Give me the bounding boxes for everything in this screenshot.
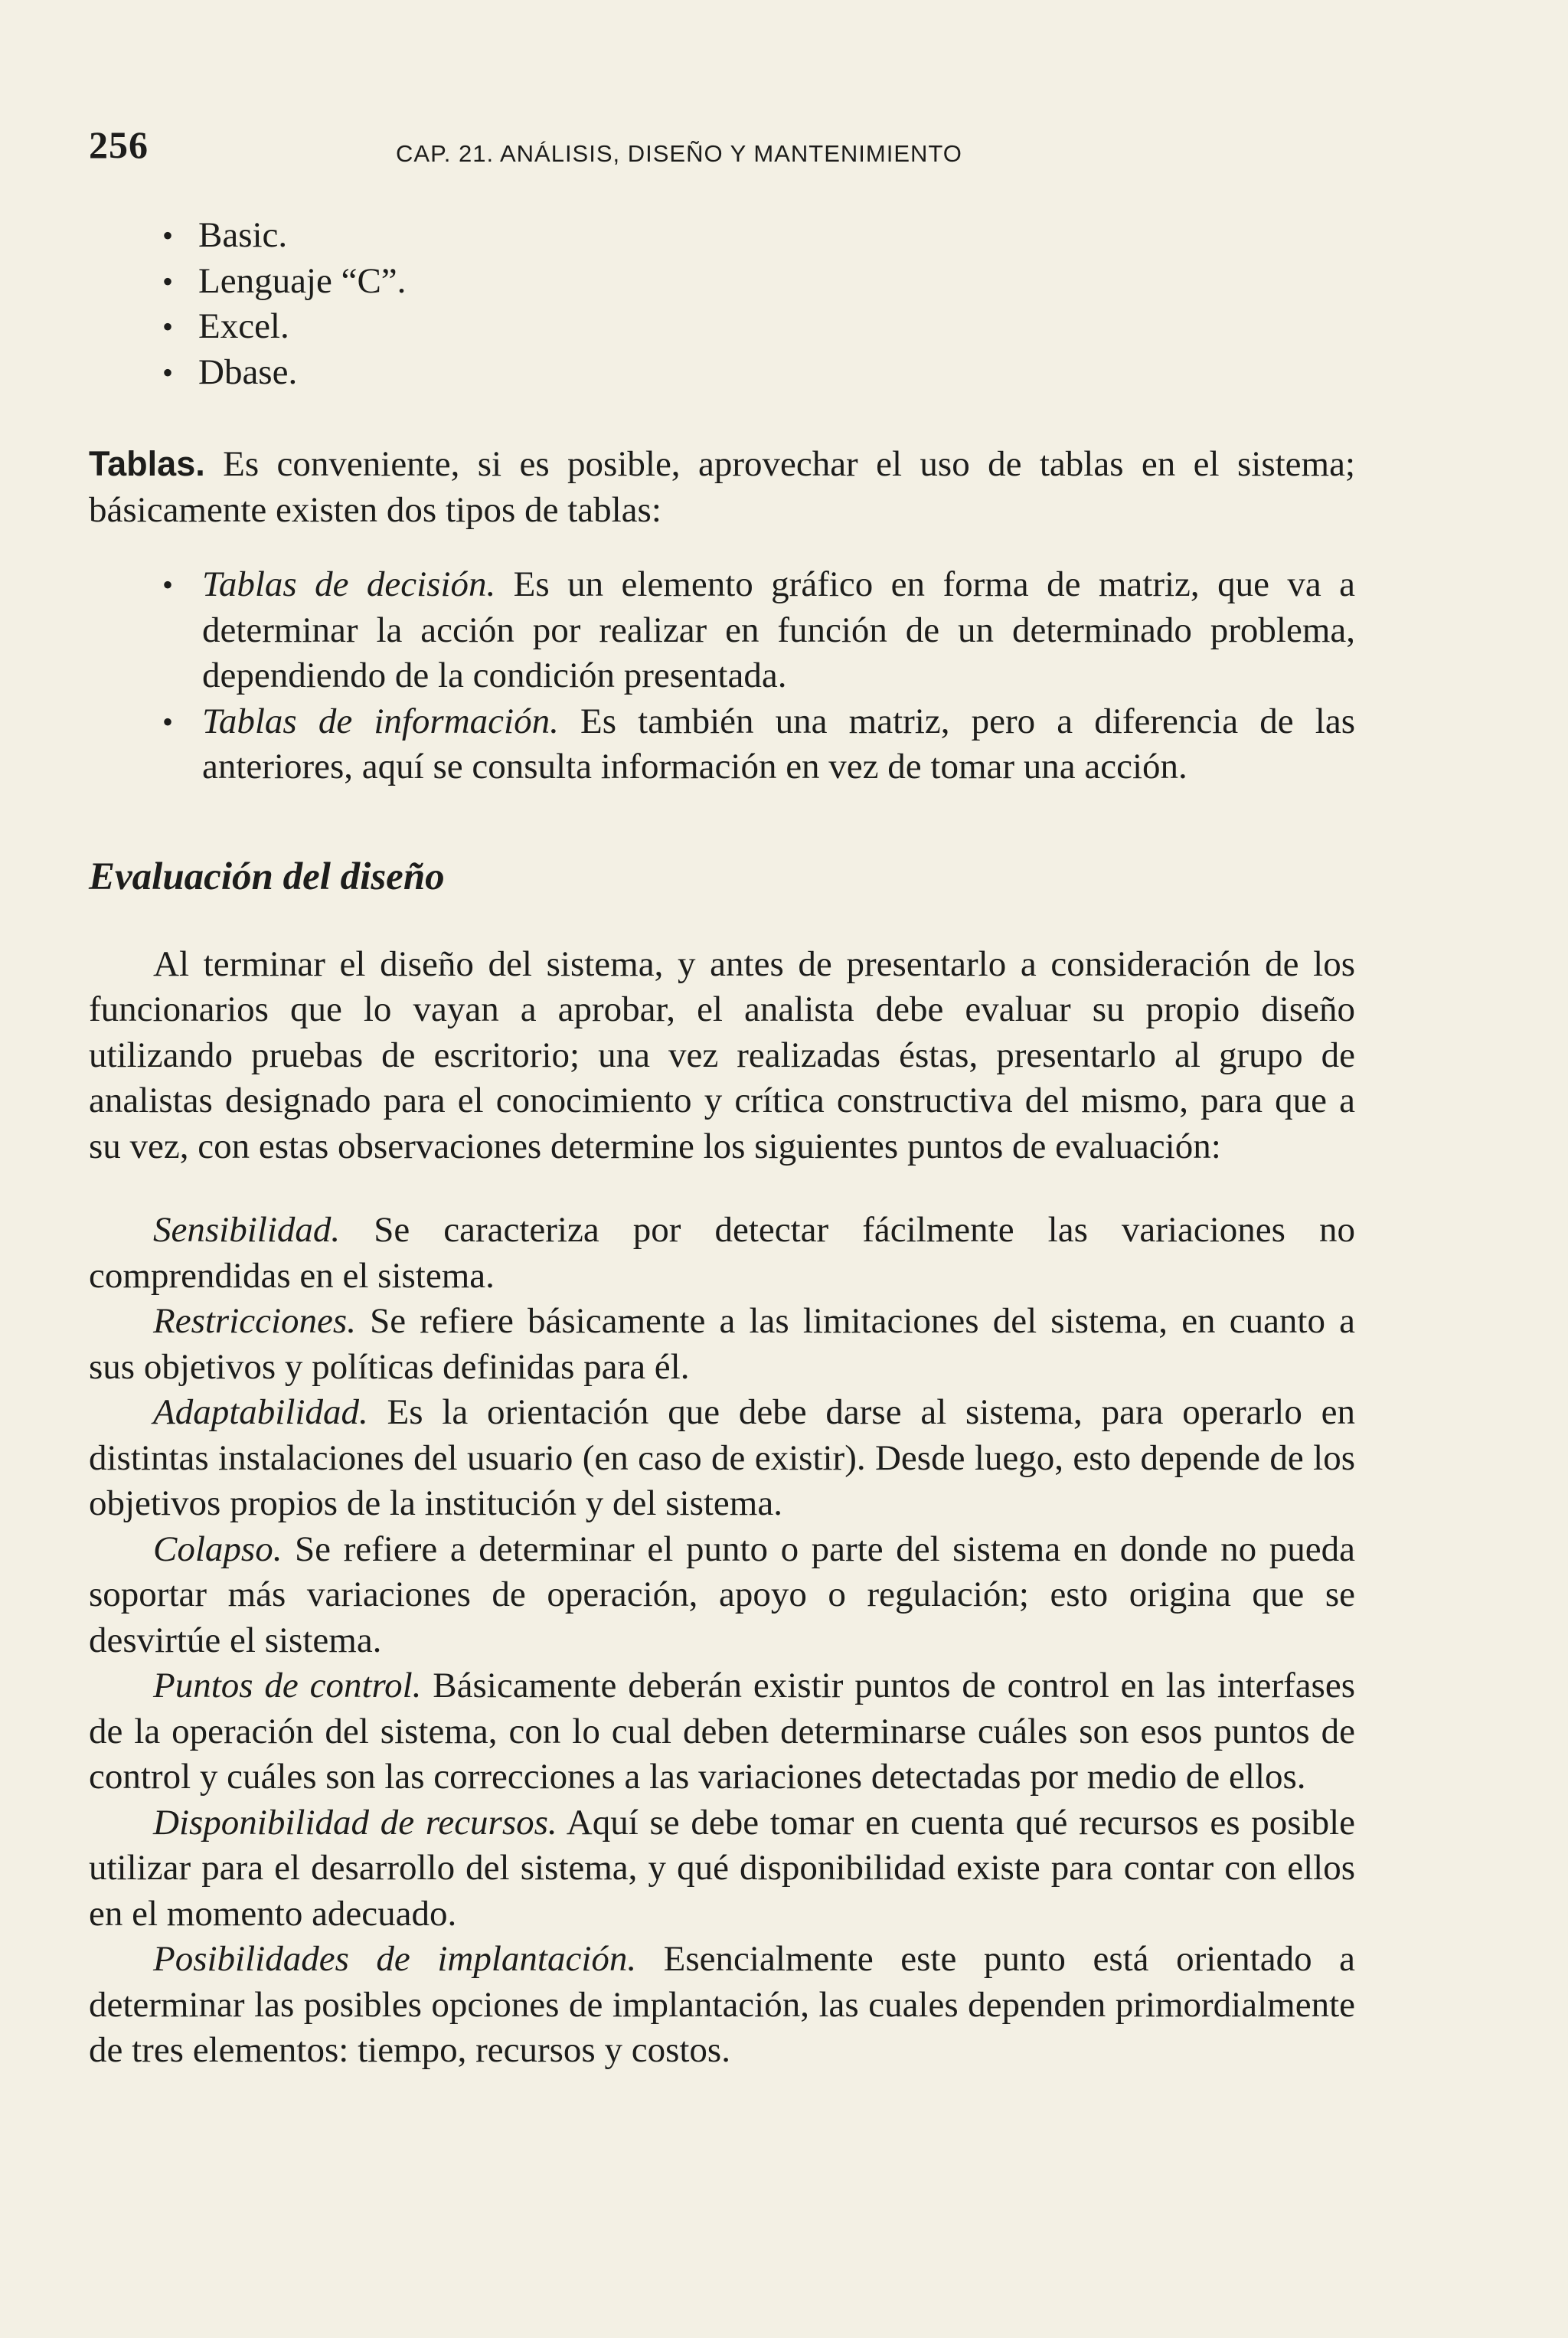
list-item bbox=[89, 699, 1355, 790]
criterion-term: Posibilidades de implantación. bbox=[153, 1939, 637, 1979]
section-intro: Al terminar el diseño del sistema, y antes de presentarlo a consideración de los funcionarios que lo vayan a aprobar, el analista debe evaluar su propio diseño utilizando pruebas de escritorio; una vez realizadas éstas, presentarlo al grupo de analistas designado para el conocimiento y crítica constructiva del mismo, para que a su vez, con estas observaciones determine los siguientes puntos de evaluación: bbox=[89, 943, 1355, 1166]
criterion-paragraph bbox=[89, 1800, 1355, 1937]
table-types-list bbox=[89, 562, 1355, 790]
criterion-paragraph bbox=[89, 1937, 1355, 2074]
criterion-text: Básicamente deberán existir puntos de control en las interfases de la operación del sistema, con lo cual deben determinarse cuáles son esos puntos de control y cuáles son las correcciones a las variaciones detectadas por medio de ellos. bbox=[89, 1666, 1356, 1797]
criterion-text: Aquí se debe tomar en cuenta qué recursos es posible utilizar para el desarrollo del sistema, y qué disponibilidad existe para contar con ellos en el momento adecuado. bbox=[89, 1802, 1355, 1934]
criterion-text: Es la orientación que debe darse al sistema, para operarlo en distintas instalaciones del usuario (en caso de existir). Desde luego, esto depende de los objetivos propios de la institución y del sistema. bbox=[89, 1392, 1355, 1523]
tablas-paragraph bbox=[89, 441, 1355, 533]
criterion-paragraph bbox=[89, 1299, 1355, 1390]
running-head: CAP. 21. ANÁLISIS, DISEÑO Y MANTENIMIENTO bbox=[396, 140, 962, 167]
tablas-text: Es conveniente, si es posible, aprovechar el uso de tablas en el sistema; básicamente existen dos tipos de tablas: bbox=[89, 444, 1356, 530]
table-type-text: Es también una matriz, pero a diferencia de las anteriores, aquí se consulta información en vez de tomar una acción. bbox=[202, 701, 1355, 786]
criterion-term: Disponibilidad de recursos. bbox=[153, 1802, 557, 1843]
section-heading: Evaluación del diseño bbox=[89, 855, 445, 898]
criterion-term: Colapso. bbox=[153, 1529, 283, 1569]
tablas-lead: Tablas. bbox=[89, 444, 205, 483]
criterion-term: Sensibilidad. bbox=[153, 1210, 341, 1250]
page-number: 256 bbox=[89, 123, 149, 166]
list-item bbox=[89, 562, 1355, 699]
criterion-text: Se refiere a determinar el punto o parte del sistema en donde no pueda soportar más variaciones de operación, apoyo o regulación; esto origina que se desvirtúe el sistema. bbox=[89, 1529, 1355, 1660]
table-type-term: Tablas de decisión. bbox=[202, 564, 496, 604]
list-item: • Excel. bbox=[89, 304, 1355, 350]
criterion-term: Puntos de control. bbox=[153, 1666, 422, 1705]
list-item: • Basic. bbox=[89, 213, 1355, 259]
page-content bbox=[89, 213, 1355, 2074]
criterion-term: Adaptabilidad. bbox=[153, 1392, 368, 1432]
evaluation-criteria bbox=[89, 1208, 1355, 2074]
list-item: • Dbase. bbox=[89, 350, 1355, 396]
criterion-text: Se refiere básicamente a las limitaciones del sistema, en cuanto a sus objetivos y políticas definidas para él. bbox=[89, 1301, 1356, 1387]
table-type-term: Tablas de información. bbox=[202, 701, 559, 741]
languages-list bbox=[89, 213, 1355, 395]
criterion-paragraph bbox=[89, 1663, 1355, 1800]
criterion-paragraph bbox=[89, 1527, 1355, 1664]
criterion-term: Restricciones. bbox=[153, 1301, 356, 1341]
criterion-paragraph bbox=[89, 1390, 1355, 1527]
criterion-text: Esencialmente este punto está orientado a determinar las posibles opciones de implantación, las cuales dependen primordialmente de tres elementos: tiempo, recursos y costos. bbox=[89, 1939, 1355, 2070]
criterion-text: Se caracteriza por detectar fácilmente las variaciones no comprendidas en el sistema. bbox=[89, 1210, 1355, 1296]
list-item: • Lenguaje “C”. bbox=[89, 259, 1355, 305]
table-type-text: Es un elemento gráfico en forma de matriz, que va a determinar la acción por realizar en función de un determinado problema, dependiendo de la condición presentada. bbox=[202, 564, 1355, 695]
criterion-paragraph bbox=[89, 1208, 1355, 1299]
